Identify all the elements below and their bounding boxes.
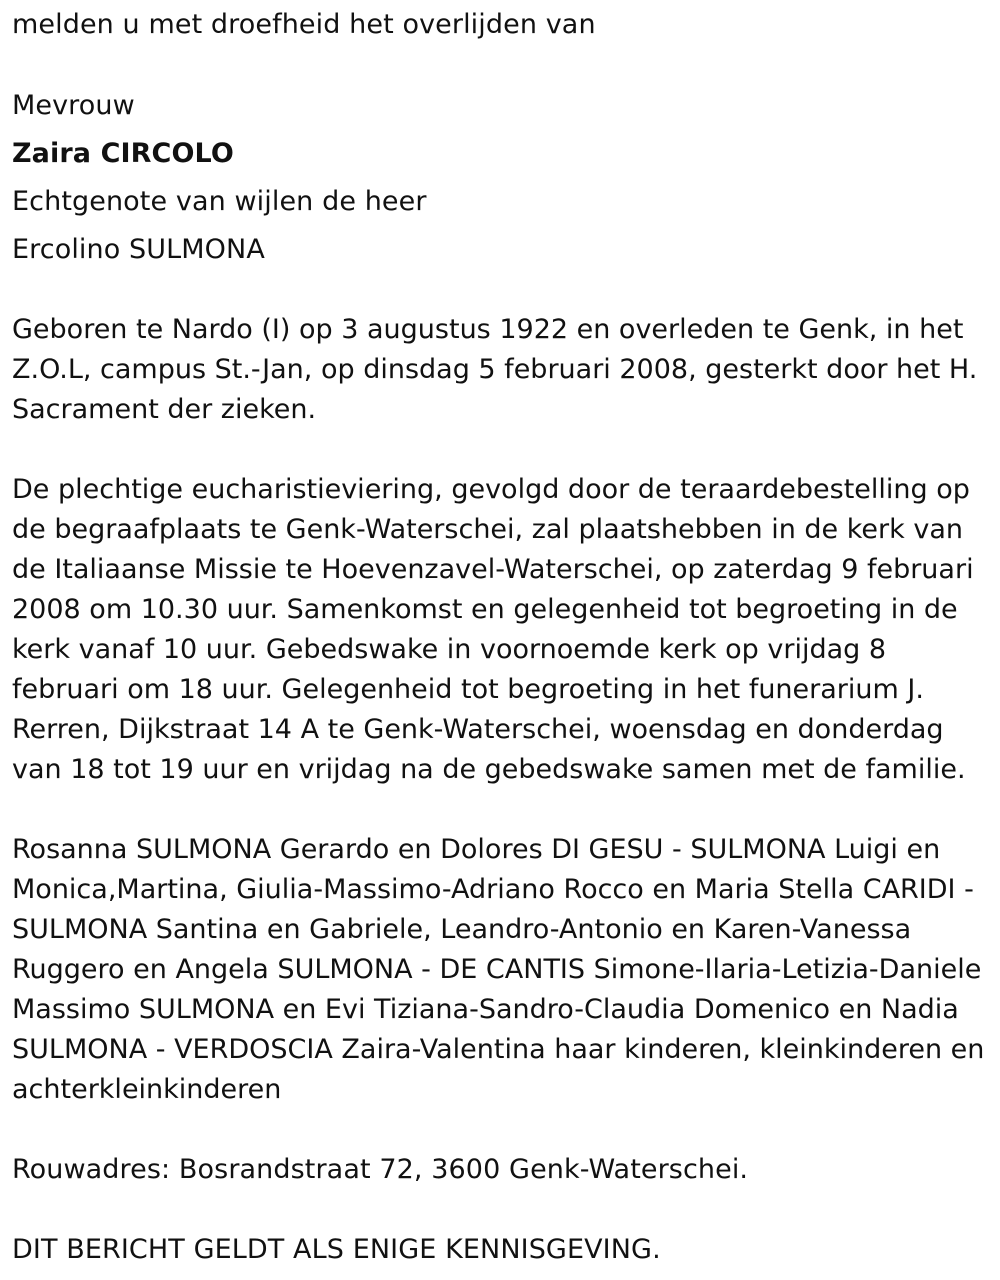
honorific: Mevrouw [12,90,135,121]
spouse-name: Ercolino SULMONA [12,234,265,265]
intro-text: melden u met droefheid het overlijden van [12,9,596,40]
deceased-name: Zaira CIRCOLO [12,138,234,169]
spouse-label: Echtgenote van wijlen de heer [12,186,427,217]
birth-death-paragraph: Geboren te Nardo (I) op 3 augustus 1922 en overleden te Genk, in het Z.O.L, campus St.-Jan, op dinsdag 5 februari 2008, gesterkt door het H. Sacrament der zieken. [12,314,978,425]
family-paragraph: Rosanna SULMONA Gerardo en Dolores DI GESU - SULMONA Luigi en Monica,Martina, Giulia-Massimo-Adriano Rocco en Maria Stella CARIDI - SULMONA Santina en Gabriele, Leandro-Antonio en Karen-Vanessa Ruggero en Angela SULMONA - DE CANTIS Simone-Ilaria-Letizia-Daniele Massimo SULMONA en Evi Tiziana-Sandro-Claudia Domenico en Nadia SULMONA - VERDOSCIA Zaira-Valentina haar kinderen, kleinkinderen en achterkleinkinderen [12,834,985,1105]
official-notice: DIT BERICHT GELDT ALS ENIGE KENNISGEVING. [12,1234,661,1265]
ceremony-paragraph: De plechtige eucharistieviering, gevolgd door de teraardebestelling op de begraafplaats te Genk-Waterschei, zal plaatshebben in de kerk van de Italiaanse Missie te Hoevenzavel-Waterschei, op zaterdag 9 februari 2008 om 10.30 uur. Samenkomst en gelegenheid tot begroeting in de kerk vanaf 10 uur. Gebedswake in voornoemde kerk op vrijdag 8 februari om 18 uur. Gelegenheid tot begroeting in het funerarium J. Rerren, Dijkstraat 14 A te Genk-Waterschei, woensdag en donderdag van 18 tot 19 uur en vrijdag na de gebedswake samen met de familie. [12,474,974,785]
mourning-address: Rouwadres: Bosrandstraat 72, 3600 Genk-Waterschei. [12,1154,749,1185]
